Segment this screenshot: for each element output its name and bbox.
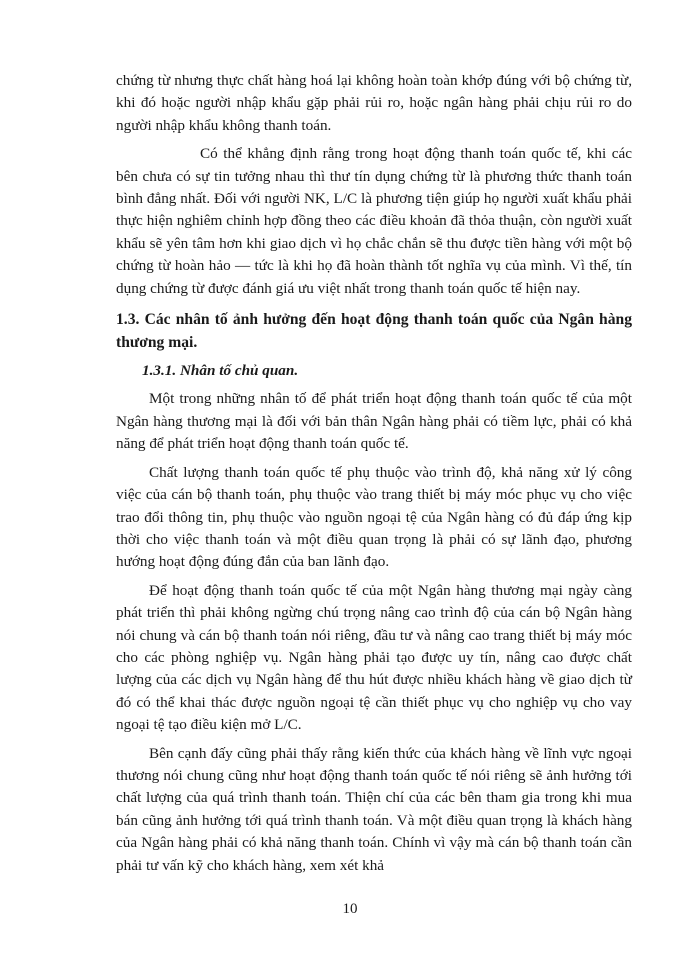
paragraph-development: Để hoạt động thanh toán quốc tế của một Ngân hàng thương mại ngày càng phát triển thì phải không ngừng chú trọng nâng cao trình độ của cán bộ Ngân hàng nói chung và cán bộ thanh toán nói riêng, đầu tư và nâng cao trang thiết bị máy móc cho các phòng nghiệp vụ. Ngân hàng phải tạo được uy tín, nâng cao được chất lượng của các dịch vụ Ngân hàng để thu hút được nhiều khách hàng về giao dịch từ đó có thể khai thác được nguồn ngoại tệ cần thiết phục vụ cho nghiệp vụ cho vay ngoại tệ tạo điều kiện mở L/C. [116,581,632,734]
document-page [116,70,632,877]
paragraph-lc-assessment: Có thể khẳng định rằng trong hoạt động thanh toán quốc tế, khi các bên chưa có sự tin tưởng nhau thì thư tín dụng chứng từ là phương thức thanh toán bình đẳng nhất. Đối với người NK, L/C là phương tiện giúp họ người xuất khẩu phải thực hiện nghiêm chỉnh hợp đồng theo các điều khoản đã thỏa thuận, còn người xuất khẩu sẽ yên tâm hơn khi giao dịch vì họ chắc chắn sẽ thu được tiền hàng với một bộ chứng từ hoàn hảo — tức là khi họ đã hoàn thành tốt nghĩa vụ của mình. Vì thế, tín dụng chứng từ được đánh giá ưu việt nhất trong thanh toán quốc tế hiện nay. [116,145,632,297]
paragraph-continuation: chứng từ nhưng thực chất hàng hoá lại không hoàn toàn khớp đúng với bộ chứng từ, khi đó hoặc người nhập khẩu gặp phải rủi ro, hoặc ngân hàng phải chịu rủi ro do người nhập khẩu không thanh toán. [116,72,632,134]
paragraph-customer-knowledge: Bên cạnh đấy cũng phải thấy rằng kiến thức của khách hàng về lĩnh vực ngoại thương nói chung cũng như hoạt động thanh toán quốc tế nói riêng sẽ ảnh hưởng tới chất lượng của quá trình thanh toán. Thiện chí của các bên tham gia trong khi mua bán cũng ảnh hưởng tới quá trình thanh toán. Và một điều quan trọng là khách hàng của Ngân hàng phải có khả năng thanh toán. Chính vì vậy mà cán bộ thanh toán cần phải tư vấn kỹ cho khách hàng, xem xét khả [116,744,632,874]
subsection-heading-1-3-1: 1.3.1. Nhân tố chủ quan. [142,362,299,380]
section-heading-1-3: 1.3. Các nhân tố ảnh hưởng đến hoạt động thanh toán quốc của Ngân hàng thương mại. [116,311,632,352]
paragraph-payment-quality: Chất lượng thanh toán quốc tế phụ thuộc vào trình độ, khả năng xử lý công việc của cán bộ thanh toán, phụ thuộc vào trang thiết bị máy móc phục vụ cho việc trao đổi thông tin, phụ thuộc vào nguồn ngoại tệ của Ngân hàng có đủ đáp ứng kịp thời cho việc thanh toán và một điều quan trọng là phải có sự lãnh đạo, phương hướng hoạt động đúng đắn của ban lãnh đạo. [116,463,632,571]
page-number: 10 [342,901,358,917]
paragraph-bank-potential: Một trong những nhân tố để phát triển hoạt động thanh toán quốc tế của một Ngân hàng thương mại là đối với bản thân Ngân hàng phải có tiềm lực, phải có khả năng để phát triển hoạt động thanh toán quốc tế. [116,390,632,453]
